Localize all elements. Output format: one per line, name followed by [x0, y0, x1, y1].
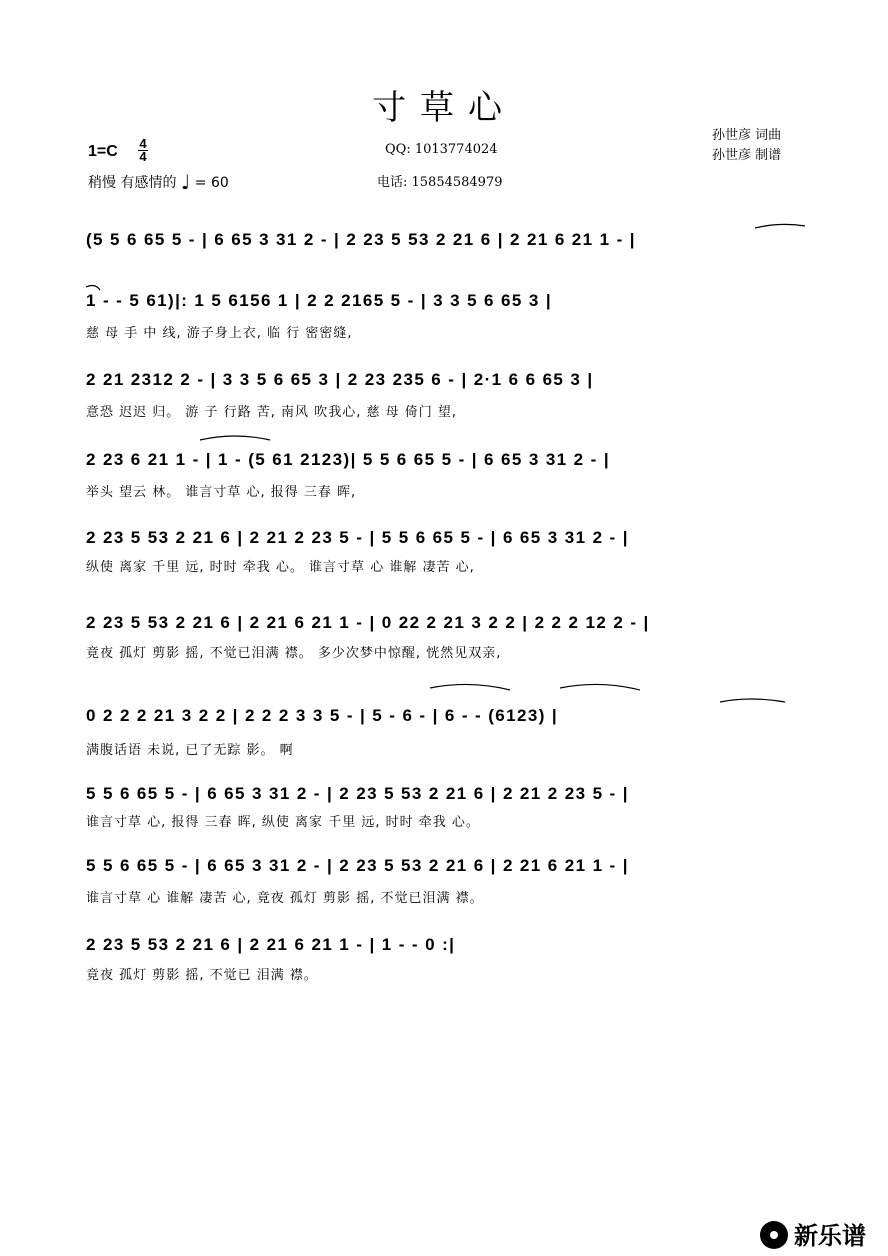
system-5-notes: 2 23 5 53 2 21 6 | 2 21 2 23 5 - | 5 5 6 65 5 - | 6 65 3 31 2 - |	[86, 528, 629, 547]
system-7-lyrics: 满腹话语 未说, 已了无踪 影。 啊	[86, 743, 294, 758]
system-4-lyrics: 举头 望云 林。 谁言寸草 心, 报得 三春 晖,	[86, 485, 357, 500]
logo-text: 新乐谱	[794, 1222, 866, 1250]
song-title: 寸草心	[372, 88, 516, 128]
system-2-notes: 1 - - 5 61)|: 1 5 6156 1 | 2 2 2165 5 - | 3 3 5 6 65 3 |	[86, 291, 553, 310]
quarter-note-icon: ♩	[180, 170, 191, 194]
system-6-notes: 2 23 5 53 2 21 6 | 2 21 6 21 1 - | 0 22 2 21 3 2 2 | 2 2 2 12 2 - |	[86, 613, 650, 632]
system-8-lyrics: 谁言寸草 心, 报得 三春 晖, 纵使 离家 千里 远, 时时 牵我 心。	[86, 815, 480, 830]
qq-contact: QQ: 1013774024	[385, 142, 498, 157]
tempo-text: 稍慢 有感情的	[88, 175, 177, 191]
system-6-lyrics: 竟夜 孤灯 剪影 摇, 不觉已泪满 襟。 多少次梦中惊醒, 恍然见双亲,	[86, 646, 502, 661]
time-sig-top: 4	[139, 136, 147, 151]
key-signature: 1=C	[88, 143, 118, 160]
disc-icon	[760, 1221, 788, 1249]
system-4-notes: 2 23 6 21 1 - | 1 - (5 61 2123)| 5 5 6 65 5 - | 6 65 3 31 2 - |	[86, 450, 610, 469]
system-7-notes: 0 2 2 2 21 3 2 2 | 2 2 2 3 3 5 - | 5 - 6 - | 6 - - (6123) |	[86, 706, 559, 725]
system-3-notes: 2 21 2312 2 - | 3 3 5 6 65 3 | 2 23 235 6 - | 2·1 6 6 65 3 |	[86, 370, 594, 389]
system-3-lyrics: 意恐 迟迟 归。 游 子 行路 苦, 南风 吹我心, 慈 母 倚门 望,	[86, 405, 457, 420]
system-9-lyrics: 谁言寸草 心 谁解 凄苦 心, 竟夜 孤灯 剪影 摇, 不觉已泪满 襟。	[86, 891, 484, 906]
system-8-notes: 5 5 6 65 5 - | 6 65 3 31 2 - | 2 23 5 53 2 21 6 | 2 21 2 23 5 - |	[86, 784, 629, 803]
system-5-lyrics: 纵使 离家 千里 远, 时时 牵我 心。 谁言寸草 心 谁解 凄苦 心,	[86, 560, 475, 575]
lyricist-credit: 孙世彦 词曲	[712, 128, 782, 143]
arranger-credit: 孙世彦 制谱	[712, 148, 782, 163]
system-10-lyrics: 竟夜 孤灯 剪影 摇, 不觉已 泪满 襟。	[86, 968, 318, 983]
time-sig-bottom: 4	[139, 149, 147, 164]
system-2-lyrics: 慈 母 手 中 线, 游子身上衣, 临 行 密密缝,	[86, 326, 353, 341]
system-10-notes: 2 23 5 53 2 21 6 | 2 21 6 21 1 - | 1 - - 0 :|	[86, 935, 456, 954]
publisher-logo	[760, 1216, 866, 1251]
phone-contact: 电话: 15854584979	[377, 175, 503, 190]
system-9-notes: 5 5 6 65 5 - | 6 65 3 31 2 - | 2 23 5 53 2 21 6 | 2 21 6 21 1 - |	[86, 856, 629, 875]
tempo-value: = 60	[194, 175, 229, 191]
system-1-notes: (5 5 6 65 5 - | 6 65 3 31 2 - | 2 23 5 53 2 21 6 | 2 21 6 21 1 - |	[86, 230, 636, 249]
